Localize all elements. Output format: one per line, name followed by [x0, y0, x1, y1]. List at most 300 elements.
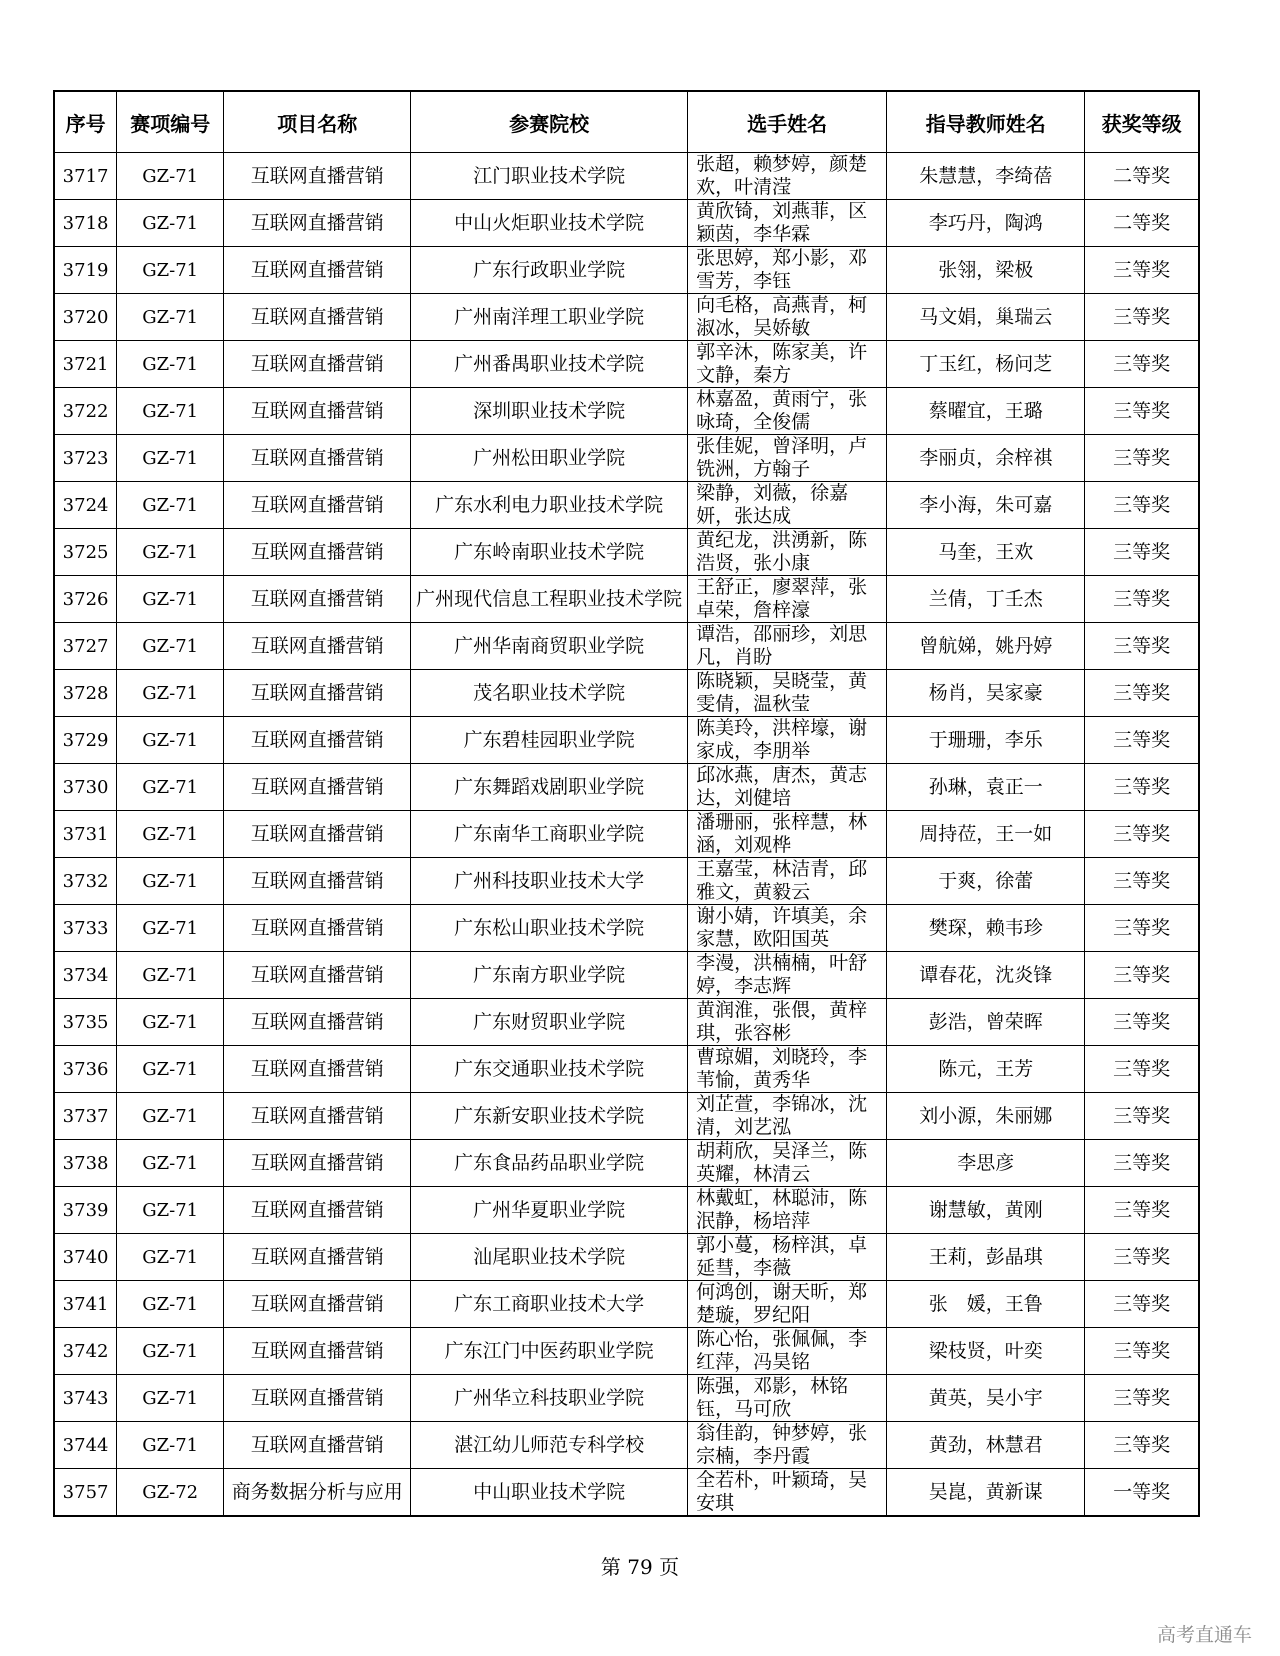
cell-event-code — [117, 1187, 224, 1234]
cell-text: 李漫，洪楠楠，叶舒婷，李志辉 — [696, 952, 868, 997]
cell-text: 3743 — [62, 1387, 109, 1409]
cell-project-name — [224, 858, 411, 905]
cell-text: GZ-71 — [142, 635, 199, 657]
cell-text: GZ-71 — [142, 917, 199, 939]
cell-award-level — [1085, 1422, 1199, 1469]
cell-school — [411, 905, 688, 952]
cell-text: 三等奖 — [1113, 963, 1171, 986]
cell-text: 张思婷，郑小影，邓雪芳，李钰 — [696, 247, 868, 292]
cell-text: 潘珊丽，张梓慧，林涵，刘观桦 — [696, 811, 868, 856]
cell-seq — [54, 576, 117, 623]
cell-text: GZ-71 — [142, 259, 199, 281]
cell-text: 吴崑，黄新谋 — [928, 1480, 1043, 1503]
cell-award-level — [1085, 1140, 1199, 1187]
cell-text: 曾航娣，姚丹婷 — [919, 634, 1053, 657]
cell-text: GZ-71 — [142, 400, 199, 422]
cell-text: 3737 — [62, 1105, 109, 1127]
cell-instructors — [887, 388, 1085, 435]
table-row — [54, 482, 1199, 529]
cell-text: 二等奖 — [1113, 164, 1171, 187]
cell-instructors — [887, 247, 1085, 294]
cell-event-code — [117, 952, 224, 999]
cell-text: 邱冰燕，唐杰，黄志达，刘健培 — [696, 764, 868, 809]
cell-text: 广州南洋理工职业学院 — [454, 305, 645, 328]
cell-award-level — [1085, 764, 1199, 811]
cell-text: 3725 — [62, 541, 109, 563]
cell-contestants — [688, 717, 887, 764]
cell-text: 广东交通职业技术学院 — [454, 1057, 645, 1080]
cell-contestants — [688, 1046, 887, 1093]
cell-text: 樊琛，赖韦珍 — [928, 916, 1043, 939]
cell-text: 互联网直播营销 — [250, 869, 384, 892]
table-row — [54, 952, 1199, 999]
cell-award-level — [1085, 388, 1199, 435]
cell-text: 广东碧桂园职业学院 — [463, 728, 635, 751]
cell-text: GZ-71 — [142, 1340, 199, 1362]
cell-contestants — [688, 341, 887, 388]
cell-award-level — [1085, 1469, 1199, 1517]
cell-text: 3744 — [62, 1434, 109, 1456]
cell-text: GZ-71 — [142, 447, 199, 469]
cell-event-code — [117, 1375, 224, 1422]
watermark-text: 高考直通车 — [1156, 1624, 1252, 1646]
cell-award-level — [1085, 435, 1199, 482]
cell-text: 梁枝贤，叶奕 — [928, 1339, 1043, 1362]
cell-text: 互联网直播营销 — [250, 493, 384, 516]
cell-contestants — [688, 623, 887, 670]
table-row — [54, 435, 1199, 482]
cell-text: 三等奖 — [1113, 1151, 1171, 1174]
cell-school — [411, 1469, 688, 1517]
cell-seq — [54, 1140, 117, 1187]
cell-event-code — [117, 435, 224, 482]
cell-text: GZ-71 — [142, 823, 199, 845]
cell-text: 三等奖 — [1113, 258, 1171, 281]
cell-text: 黄劲，林慧君 — [928, 1433, 1043, 1456]
cell-text: 互联网直播营销 — [250, 1104, 384, 1127]
cell-project-name — [224, 153, 411, 200]
cell-project-name — [224, 1281, 411, 1328]
cell-project-name — [224, 1234, 411, 1281]
cell-text: GZ-71 — [142, 588, 199, 610]
cell-text: 三等奖 — [1113, 775, 1171, 798]
cell-school — [411, 952, 688, 999]
cell-contestants — [688, 529, 887, 576]
table-row — [54, 999, 1199, 1046]
cell-text: 三等奖 — [1113, 540, 1171, 563]
cell-school — [411, 1375, 688, 1422]
cell-text: 蔡曜宜，王璐 — [928, 399, 1043, 422]
cell-text: GZ-72 — [142, 1481, 199, 1503]
cell-text: 黄英，吴小宇 — [928, 1386, 1043, 1409]
cell-text: 张超，赖梦婷，颜楚欢，叶清滢 — [696, 153, 868, 198]
cell-text: 互联网直播营销 — [250, 1245, 384, 1268]
cell-instructors — [887, 435, 1085, 482]
cell-instructors — [887, 670, 1085, 717]
cell-text: 互联网直播营销 — [250, 1010, 384, 1033]
cell-text: 江门职业技术学院 — [473, 164, 626, 187]
cell-seq — [54, 341, 117, 388]
cell-text: GZ-71 — [142, 1246, 199, 1268]
cell-seq — [54, 623, 117, 670]
table-row — [54, 247, 1199, 294]
cell-seq — [54, 1187, 117, 1234]
cell-text: 三等奖 — [1113, 1010, 1171, 1033]
cell-event-code — [117, 1469, 224, 1517]
cell-text: GZ-71 — [142, 1152, 199, 1174]
cell-text: 广东新安职业技术学院 — [454, 1104, 645, 1127]
cell-text: GZ-71 — [142, 212, 199, 234]
cell-text: 三等奖 — [1113, 869, 1171, 892]
cell-text: 三等奖 — [1113, 305, 1171, 328]
cell-seq — [54, 529, 117, 576]
cell-project-name — [224, 529, 411, 576]
cell-instructors — [887, 764, 1085, 811]
table-row — [54, 1093, 1199, 1140]
cell-text: GZ-71 — [142, 1293, 199, 1315]
cell-award-level — [1085, 952, 1199, 999]
cell-seq — [54, 294, 117, 341]
cell-contestants — [688, 905, 887, 952]
cell-text: 丁玉红，杨问芝 — [919, 352, 1053, 375]
cell-contestants — [688, 1469, 887, 1517]
cell-event-code — [117, 529, 224, 576]
cell-text: 刘小源，朱丽娜 — [919, 1104, 1053, 1127]
table-row — [54, 1187, 1199, 1234]
table-row — [54, 1469, 1199, 1517]
cell-award-level — [1085, 1234, 1199, 1281]
cell-text: 3731 — [62, 823, 109, 845]
cell-text: 张佳妮，曾泽明，卢铣洲，方翰子 — [696, 435, 868, 480]
header-seq: 序号 — [54, 91, 117, 153]
cell-text: 互联网直播营销 — [250, 728, 384, 751]
cell-text: 黄润淮，张偎，黄梓琪，张容彬 — [696, 999, 868, 1044]
cell-event-code — [117, 341, 224, 388]
cell-award-level — [1085, 529, 1199, 576]
cell-text: 广东财贸职业学院 — [473, 1010, 626, 1033]
cell-event-code — [117, 670, 224, 717]
cell-text: 刘芷萱，李锦冰，沈清，刘艺泓 — [696, 1093, 868, 1138]
cell-seq — [54, 1093, 117, 1140]
cell-contestants — [688, 811, 887, 858]
table-row — [54, 1140, 1199, 1187]
cell-text: 郭辛沐，陈家美，许文静，秦方 — [696, 341, 868, 386]
cell-project-name — [224, 435, 411, 482]
cell-event-code — [117, 388, 224, 435]
table-row — [54, 905, 1199, 952]
cell-award-level — [1085, 1328, 1199, 1375]
cell-award-level — [1085, 576, 1199, 623]
cell-text: 翁佳韵，钟梦婷，张宗楠，李丹霞 — [696, 1422, 868, 1467]
cell-text: GZ-71 — [142, 541, 199, 563]
cell-text: 商务数据分析与应用 — [231, 1480, 403, 1503]
cell-text: 郭小蔓，杨梓淇，卓延彗，李薇 — [696, 1234, 868, 1279]
cell-text: 3730 — [62, 776, 109, 798]
cell-text: 三等奖 — [1113, 1198, 1171, 1221]
cell-text: 三等奖 — [1113, 1057, 1171, 1080]
cell-text: 林戴虹，林聪沛，陈泯静，杨培萍 — [696, 1187, 868, 1232]
table-row — [54, 529, 1199, 576]
cell-text: 孙琳，袁正一 — [928, 775, 1043, 798]
cell-text: 李小海，朱可嘉 — [919, 493, 1053, 516]
cell-text: 黄欣锜，刘燕菲，区颖茵，李华霖 — [696, 200, 868, 245]
cell-project-name — [224, 717, 411, 764]
cell-text: 马文娟，巢瑞云 — [919, 305, 1053, 328]
cell-seq — [54, 1046, 117, 1093]
table-row — [54, 1375, 1199, 1422]
cell-text: 互联网直播营销 — [250, 1292, 384, 1315]
cell-award-level — [1085, 153, 1199, 200]
header-instructors: 指导教师姓名 — [887, 91, 1085, 153]
cell-text: 互联网直播营销 — [250, 540, 384, 563]
cell-text: 广州华南商贸职业学院 — [454, 634, 645, 657]
cell-text: 谢小婧，许填美，余家慧，欧阳国英 — [696, 905, 868, 950]
cell-instructors — [887, 1281, 1085, 1328]
cell-project-name — [224, 905, 411, 952]
header-contestants: 选手姓名 — [688, 91, 887, 153]
cell-text: 三等奖 — [1113, 1104, 1171, 1127]
cell-school — [411, 200, 688, 247]
cell-school — [411, 623, 688, 670]
cell-event-code — [117, 1422, 224, 1469]
table-row — [54, 576, 1199, 623]
cell-event-code — [117, 200, 224, 247]
cell-seq — [54, 153, 117, 200]
cell-award-level — [1085, 482, 1199, 529]
cell-project-name — [224, 1093, 411, 1140]
cell-text: 广东水利电力职业技术学院 — [435, 493, 664, 516]
cell-text: 于珊珊，李乐 — [928, 728, 1043, 751]
cell-text: 3739 — [62, 1199, 109, 1221]
cell-text: 杨肖，吴家豪 — [928, 681, 1043, 704]
cell-text: 互联网直播营销 — [250, 822, 384, 845]
cell-award-level — [1085, 294, 1199, 341]
cell-instructors — [887, 1140, 1085, 1187]
cell-text: 兰倩，丁壬杰 — [928, 587, 1043, 610]
cell-seq — [54, 811, 117, 858]
cell-text: GZ-71 — [142, 1199, 199, 1221]
cell-text: 3757 — [62, 1481, 109, 1503]
cell-project-name — [224, 1140, 411, 1187]
cell-instructors — [887, 482, 1085, 529]
cell-event-code — [117, 1093, 224, 1140]
cell-contestants — [688, 952, 887, 999]
cell-text: 3727 — [62, 635, 109, 657]
cell-text: 黄纪龙，洪湧新，陈浩贤，张小康 — [696, 529, 868, 574]
cell-event-code — [117, 1046, 224, 1093]
cell-award-level — [1085, 1187, 1199, 1234]
cell-text: GZ-71 — [142, 870, 199, 892]
cell-text: 何鸿创，谢天昕，郑楚璇，罗纪阳 — [696, 1281, 868, 1326]
cell-event-code — [117, 811, 224, 858]
cell-contestants — [688, 858, 887, 905]
cell-project-name — [224, 1328, 411, 1375]
cell-text: 互联网直播营销 — [250, 1151, 384, 1174]
cell-seq — [54, 1375, 117, 1422]
cell-school — [411, 1422, 688, 1469]
cell-school — [411, 999, 688, 1046]
cell-instructors — [887, 1234, 1085, 1281]
cell-text: GZ-71 — [142, 1058, 199, 1080]
cell-text: 林嘉盈，黄雨宁，张咏琦，全俊儒 — [696, 388, 868, 433]
cell-text: 互联网直播营销 — [250, 258, 384, 281]
table-row — [54, 764, 1199, 811]
cell-instructors — [887, 1375, 1085, 1422]
cell-text: 三等奖 — [1113, 352, 1171, 375]
cell-school — [411, 1187, 688, 1234]
cell-text: 马奎，王欢 — [938, 540, 1034, 563]
cell-contestants — [688, 999, 887, 1046]
cell-award-level — [1085, 811, 1199, 858]
cell-text: 3734 — [62, 964, 109, 986]
cell-seq — [54, 1422, 117, 1469]
cell-award-level — [1085, 247, 1199, 294]
header-project-name: 项目名称 — [224, 91, 411, 153]
cell-instructors — [887, 717, 1085, 764]
cell-contestants — [688, 482, 887, 529]
cell-school — [411, 1140, 688, 1187]
cell-instructors — [887, 341, 1085, 388]
cell-text: 三等奖 — [1113, 493, 1171, 516]
cell-text: 3721 — [62, 353, 109, 375]
cell-contestants — [688, 1328, 887, 1375]
cell-seq — [54, 999, 117, 1046]
table-row — [54, 811, 1199, 858]
cell-school — [411, 1234, 688, 1281]
cell-text: 向毛格，高燕青，柯淑冰，吴娇敏 — [696, 294, 868, 339]
cell-contestants — [688, 1093, 887, 1140]
cell-project-name — [224, 294, 411, 341]
cell-text: 广东工商职业技术大学 — [454, 1292, 645, 1315]
cell-instructors — [887, 1046, 1085, 1093]
cell-text: 全若朴，叶颖琦，吴安琪 — [696, 1469, 868, 1514]
cell-instructors — [887, 153, 1085, 200]
cell-seq — [54, 952, 117, 999]
cell-text: 3740 — [62, 1246, 109, 1268]
table-row — [54, 623, 1199, 670]
cell-award-level — [1085, 905, 1199, 952]
cell-text: 互联网直播营销 — [250, 211, 384, 234]
cell-text: 3726 — [62, 588, 109, 610]
table-row — [54, 1328, 1199, 1375]
cell-text: 3717 — [62, 165, 109, 187]
cell-text: 广东南方职业学院 — [473, 963, 626, 986]
cell-text: 互联网直播营销 — [250, 1386, 384, 1409]
cell-text: 三等奖 — [1113, 587, 1171, 610]
cell-text: 李思彦 — [957, 1151, 1015, 1174]
cell-text: 互联网直播营销 — [250, 352, 384, 375]
cell-text: 互联网直播营销 — [250, 1339, 384, 1362]
cell-award-level — [1085, 717, 1199, 764]
cell-event-code — [117, 576, 224, 623]
cell-text: 三等奖 — [1113, 1292, 1171, 1315]
cell-text: 广州华立科技职业学院 — [454, 1386, 645, 1409]
cell-event-code — [117, 623, 224, 670]
cell-event-code — [117, 717, 224, 764]
cell-instructors — [887, 1422, 1085, 1469]
cell-text: 汕尾职业技术学院 — [473, 1245, 626, 1268]
cell-contestants — [688, 1375, 887, 1422]
cell-contestants — [688, 153, 887, 200]
table-row — [54, 388, 1199, 435]
cell-award-level — [1085, 1375, 1199, 1422]
table-row — [54, 1422, 1199, 1469]
cell-contestants — [688, 1234, 887, 1281]
cell-text: 广东松山职业技术学院 — [454, 916, 645, 939]
cell-text: 3720 — [62, 306, 109, 328]
cell-contestants — [688, 247, 887, 294]
cell-text: 广州松田职业学院 — [473, 446, 626, 469]
cell-project-name — [224, 388, 411, 435]
cell-text: 互联网直播营销 — [250, 963, 384, 986]
cell-text: 王嘉莹，林洁青，邱雅文，黄毅云 — [696, 858, 868, 903]
cell-text: 梁静，刘薇，徐嘉妍，张达成 — [696, 482, 849, 527]
cell-seq — [54, 247, 117, 294]
cell-project-name — [224, 341, 411, 388]
cell-text: 3728 — [62, 682, 109, 704]
cell-seq — [54, 717, 117, 764]
cell-text: 广东岭南职业技术学院 — [454, 540, 645, 563]
cell-text: GZ-71 — [142, 306, 199, 328]
cell-contestants — [688, 1281, 887, 1328]
cell-school — [411, 576, 688, 623]
cell-project-name — [224, 482, 411, 529]
cell-event-code — [117, 764, 224, 811]
cell-school — [411, 388, 688, 435]
cell-project-name — [224, 1422, 411, 1469]
cell-text: GZ-71 — [142, 1387, 199, 1409]
cell-instructors — [887, 1093, 1085, 1140]
cell-seq — [54, 1469, 117, 1517]
cell-text: 3742 — [62, 1340, 109, 1362]
header-school: 参赛院校 — [411, 91, 688, 153]
cell-event-code — [117, 294, 224, 341]
table-row — [54, 341, 1199, 388]
header-event-code: 赛项编号 — [117, 91, 224, 153]
table-row — [54, 1234, 1199, 1281]
cell-project-name — [224, 999, 411, 1046]
cell-contestants — [688, 670, 887, 717]
cell-text: 陈元，王芳 — [938, 1057, 1034, 1080]
cell-text: GZ-71 — [142, 964, 199, 986]
cell-text: GZ-71 — [142, 1011, 199, 1033]
table-row — [54, 200, 1199, 247]
cell-seq — [54, 388, 117, 435]
cell-award-level — [1085, 670, 1199, 717]
cell-text: 深圳职业技术学院 — [473, 399, 626, 422]
cell-text: 李丽贞，余梓祺 — [919, 446, 1053, 469]
cell-text: 3732 — [62, 870, 109, 892]
cell-event-code — [117, 905, 224, 952]
cell-school — [411, 341, 688, 388]
cell-text: 三等奖 — [1113, 1339, 1171, 1362]
cell-contestants — [688, 1140, 887, 1187]
cell-text: 3722 — [62, 400, 109, 422]
cell-text: 陈美玲，洪梓壕，谢家成，李朋举 — [696, 717, 868, 762]
cell-text: 胡莉欣，吴泽兰，陈英耀，林清云 — [696, 1140, 868, 1185]
cell-text: 陈强，邓影，林铭钰，马可欣 — [696, 1375, 849, 1420]
cell-instructors — [887, 294, 1085, 341]
cell-school — [411, 1046, 688, 1093]
cell-contestants — [688, 1422, 887, 1469]
cell-award-level — [1085, 341, 1199, 388]
cell-text: 三等奖 — [1113, 916, 1171, 939]
cell-school — [411, 153, 688, 200]
cell-instructors — [887, 905, 1085, 952]
cell-project-name — [224, 1469, 411, 1517]
cell-text: 互联网直播营销 — [250, 634, 384, 657]
cell-text: 广东舞蹈戏剧职业学院 — [454, 775, 645, 798]
